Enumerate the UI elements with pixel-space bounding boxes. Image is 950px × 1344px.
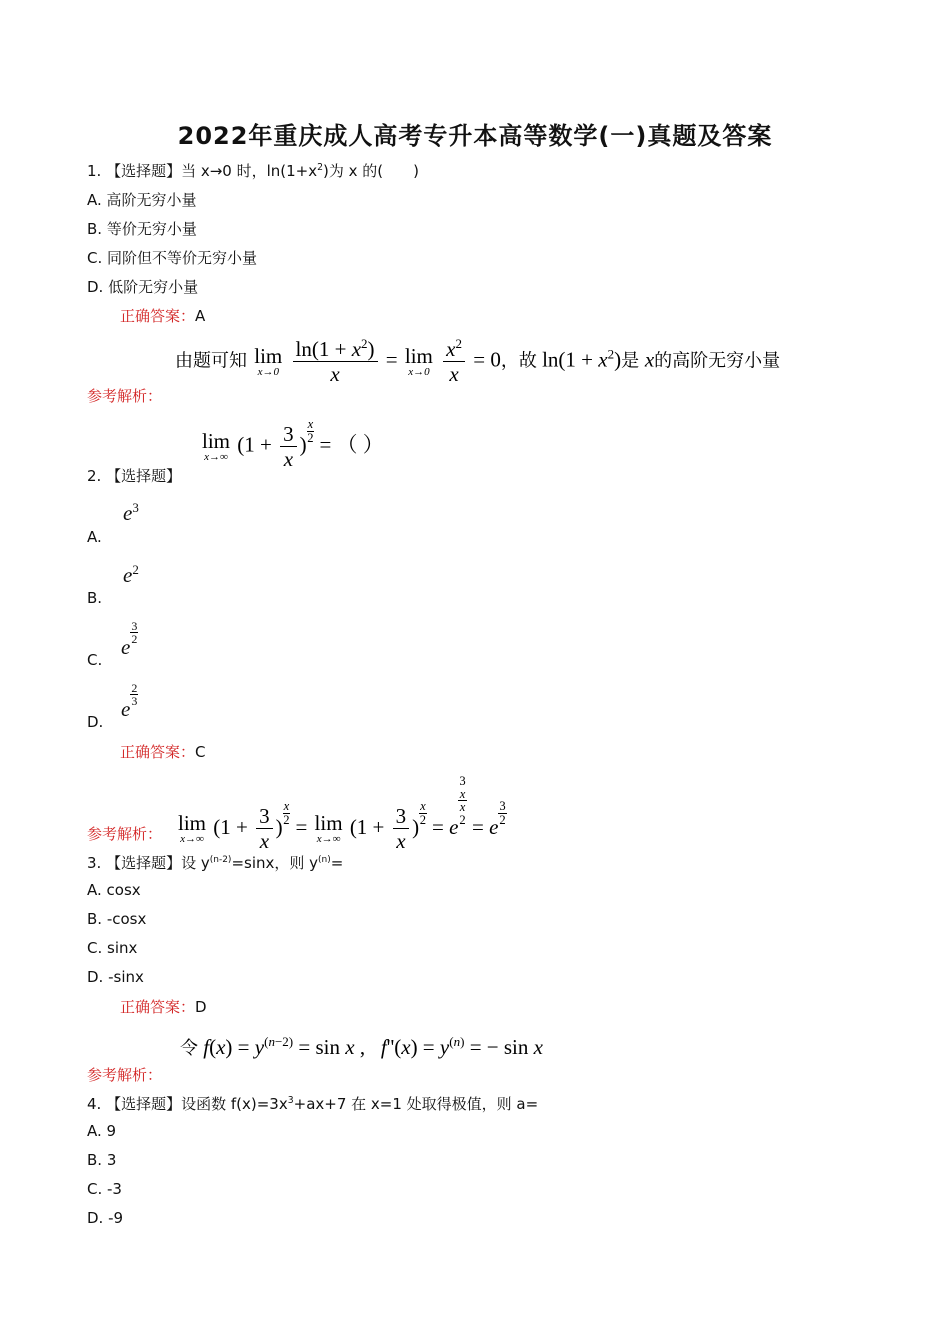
q4-option-d: D. -9 <box>87 1209 124 1227</box>
q1-option-c: C. 同阶但不等价无穷小量 <box>87 249 258 267</box>
q2-option-d-label: D. <box>87 713 104 731</box>
q3-correct-answer: 正确答案：D <box>120 998 207 1016</box>
q1-analysis-label: 参考解析： <box>87 387 163 405</box>
question-4-stem: 4. 【选择题】设函数 $f(x)=3x^3+ax+7$ 在 x=1 处取得极值，则 a= <box>87 1095 539 1113</box>
q2-option-c-value: e $\frac{3}{2}$ <box>121 619 138 659</box>
q2-option-a-value: $e^3$ <box>123 500 139 525</box>
q4-option-c: C. -3 <box>87 1180 122 1198</box>
q3-analysis-label: 参考解析： <box>87 1066 163 1084</box>
q1-option-b: B. 等价无穷小量 <box>87 220 197 238</box>
question-3-stem: 3. 【选择题】设 $y^{(n-2)}=\sin x$，则 $y^{(n)}=$ <box>87 854 344 872</box>
q1-option-a: A. 高阶无穷小量 <box>87 191 197 209</box>
q2-stem: 2. 【选择题】 <box>87 467 182 485</box>
q3-explanation-formula: 令 $f(x) = y^{(n-2)} = \sin x$ , $f''(x) = y^{(n)}$ = − sin x <box>180 1034 543 1059</box>
q2-analysis-label: 参考解析： <box>87 825 163 843</box>
q4-option-b: B. 3 <box>87 1151 117 1169</box>
q1-option-d: D. 低阶无穷小量 <box>87 278 199 296</box>
q2-option-d-value: e $\frac{2}{3}$ <box>121 681 138 721</box>
q2-correct-answer: 正确答案：C <box>120 743 206 761</box>
q1-correct-answer: 正确答案：A <box>120 307 206 325</box>
q4-option-a: A. 9 <box>87 1122 117 1140</box>
q3-option-a: A. cosx <box>87 881 141 899</box>
q3-option-c: C. sinx <box>87 939 138 957</box>
document-title: 2022年重庆成人高考专升本高等数学(一)真题及答案 <box>177 122 773 150</box>
q2-option-c-label: C. <box>87 651 103 669</box>
question-1-stem: 1. 【选择题】当 x→0 时，$\ln(1+x^2)$为 x 的( ) <box>87 162 420 180</box>
q2-option-a-label: A. <box>87 528 102 546</box>
q1-explanation-formula: 由题可知 lim x→0 $\frac{\ln(1 + x^2)}{x}$ = lim x→0 $\frac{x^2}{x}$ = 0，故 $\ln(1 + x^2)$是 x的高阶无穷小量 <box>175 336 781 387</box>
q2-option-b-label: B. <box>87 589 103 607</box>
q2-formula: lim x→∞ (1 + $\frac{3}{x}$ ) $\frac{x}{2}$ = （ ） <box>202 417 384 471</box>
q2-option-b-value: $e^2$ <box>123 562 139 587</box>
q3-option-b: B. -cosx <box>87 910 147 928</box>
q3-option-d: D. -sinx <box>87 968 144 986</box>
q2-explanation-formula: lim x→∞ (1 + $\frac{3}{x}$ ) $\frac{x}{2}$ = lim x→∞ (1 + $\frac{3}{x}$ ) $\frac{x}{2}$ = e 3 x x 2 = e $\frac{3}{2}$ <box>178 774 506 854</box>
